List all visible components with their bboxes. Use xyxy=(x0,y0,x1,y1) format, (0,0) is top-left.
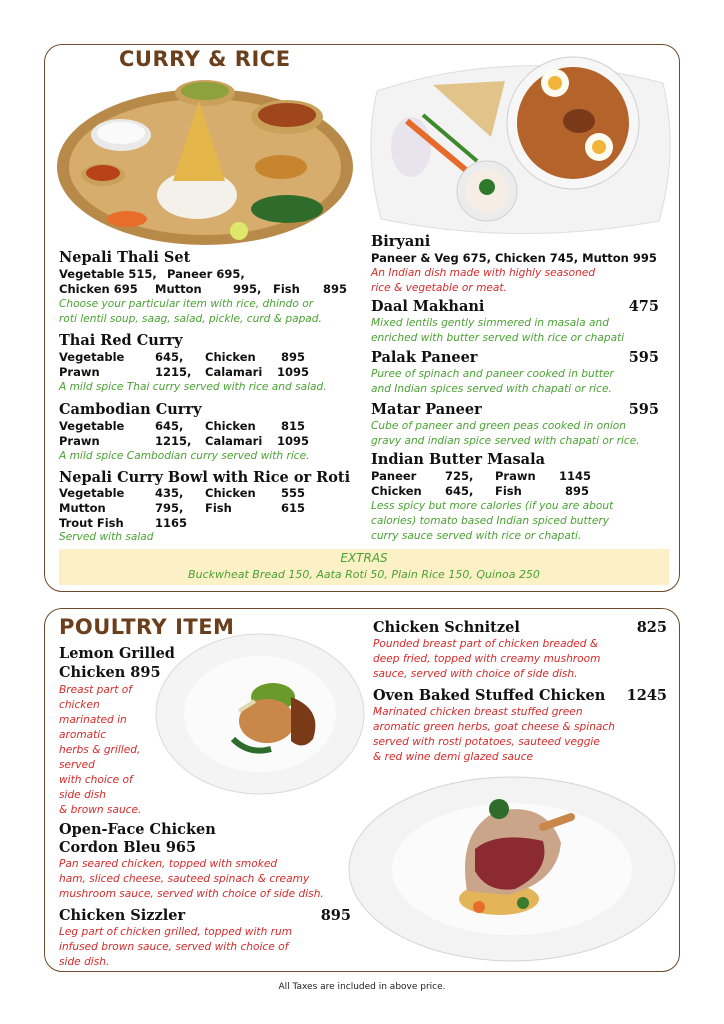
bowl-label-mutton: Mutton xyxy=(59,501,106,515)
bowl-label-fish: Fish xyxy=(205,501,232,515)
stuffed-price: 1245 xyxy=(626,687,667,704)
thali-desc-line-2: roti lentil soup, saag, salad, pickle, curd & papad. xyxy=(59,313,322,325)
stuffed-desc-line-3: served with rosti potatoes, sauteed veggie xyxy=(373,736,600,748)
poultry-panel xyxy=(44,608,680,972)
dish-biryani: Biryani xyxy=(371,233,431,250)
dish-cordon-bleu-line-2: Cordon Bleu 965 xyxy=(59,839,197,856)
bowl-price-fish: 615 xyxy=(281,501,306,515)
cambodian-price-calamari: 1095 xyxy=(277,434,310,448)
thai-prices xyxy=(59,350,359,382)
dish-lemon-grilled-chicken-line-1: Lemon Grilled xyxy=(59,645,175,662)
sizzler-desc-line-2: infused brown sauce, served with choice of xyxy=(59,941,289,953)
cambodian-price-prawn: 1215, xyxy=(155,434,192,448)
dish-thai-red-curry: Thai Red Curry xyxy=(59,332,183,349)
schnitzel-desc-line-1: Pounded breast part of chicken breaded & xyxy=(373,638,599,650)
dish-palak-paneer: Palak Paneer xyxy=(371,349,478,366)
butter-label-paneer: Paneer xyxy=(371,469,417,483)
dish-cambodian-curry: Cambodian Curry xyxy=(59,401,202,418)
biryani-desc-line-1: An Indian dish made with highly seasoned xyxy=(371,267,596,279)
curry-rice-panel xyxy=(44,44,680,592)
thai-price-prawn: 1215, xyxy=(155,365,192,379)
dish-nepali-curry-bowl: Nepali Curry Bowl with Rice or Roti xyxy=(59,469,351,486)
bowl-price-mutton: 795, xyxy=(155,501,184,515)
thali-label-fish: Fish xyxy=(273,282,300,296)
butter-price-chicken: 645, xyxy=(445,484,474,498)
thai-label-prawn: Prawn xyxy=(59,365,100,379)
lemon-desc-line-7: with choice of xyxy=(59,774,133,786)
dish-cordon-bleu-line-1: Open-Face Chicken xyxy=(59,821,216,838)
lemon-desc-line-3: marinated in xyxy=(59,714,127,726)
bowl-label-chicken: Chicken xyxy=(205,486,256,500)
cambodian-label-vegetable: Vegetable xyxy=(59,419,125,433)
dish-nepali-thali: Nepali Thali Set xyxy=(59,249,191,266)
lemon-desc-line-9: & brown sauce. xyxy=(59,804,142,816)
dish-matar-paneer: Matar Paneer xyxy=(371,401,482,418)
thali-photo xyxy=(55,71,355,247)
cordon-desc-line-1: Pan seared chicken, topped with smoked xyxy=(59,858,278,870)
butter-desc-line-1: Less spicy but more calories (if you are about xyxy=(371,500,614,512)
thai-desc: A mild spice Thai curry served with rice and salad. xyxy=(59,381,327,393)
thali-price-fish: 895 xyxy=(323,282,348,296)
butter-desc-line-2: calories) tomato based Indian spiced buttery xyxy=(371,515,609,527)
cambodian-label-chicken: Chicken xyxy=(205,419,256,433)
cambodian-prices xyxy=(59,419,359,451)
dish-oven-baked-stuffed-chicken: Oven Baked Stuffed Chicken xyxy=(373,687,606,704)
section-title-curry-rice: CURRY & RICE xyxy=(119,47,291,71)
stuffed-chicken-photo xyxy=(347,771,677,967)
lemon-chicken-photo xyxy=(153,631,367,797)
sizzler-desc-line-1: Leg part of chicken grilled, topped with rum xyxy=(59,926,293,938)
palak-desc-line-2: and Indian spices served with chapati or rice. xyxy=(371,383,612,395)
butter-desc-line-3: curry sauce served with rice or chapati. xyxy=(371,530,582,542)
thali-price-paneer: Paneer 695, xyxy=(167,267,245,281)
cambodian-label-prawn: Prawn xyxy=(59,434,100,448)
dish-lemon-grilled-chicken-line-2: Chicken 895 xyxy=(59,664,161,681)
cordon-desc-line-3: mushroom sauce, served with choice of side dish. xyxy=(59,888,324,900)
dish-indian-butter-masala: Indian Butter Masala xyxy=(371,451,545,468)
butter-label-prawn: Prawn xyxy=(495,469,536,483)
thai-label-calamari: Calamari xyxy=(205,365,263,379)
biryani-photo xyxy=(367,51,673,237)
bowl-price-vegetable: 435, xyxy=(155,486,184,500)
daal-desc-line-1: Mixed lentils gently simmered in masala and xyxy=(371,317,609,329)
daal-price: 475 xyxy=(628,298,659,315)
cambodian-label-calamari: Calamari xyxy=(205,434,263,448)
bowl-desc: Served with salad xyxy=(59,531,154,543)
palak-desc-line-1: Puree of spinach and paneer cooked in butter xyxy=(371,368,614,380)
palak-price: 595 xyxy=(628,349,659,366)
matar-desc-line-2: gravy and indian spice served with chapati or rice. xyxy=(371,435,640,447)
biryani-desc-line-2: rice & vegetable or meat. xyxy=(371,282,507,294)
thali-label-mutton: Mutton xyxy=(155,282,202,296)
lemon-desc-line-6: served xyxy=(59,759,95,771)
thali-price-mutton: 995, xyxy=(233,282,262,296)
biryani-prices: Paneer & Veg 675, Chicken 745, Mutton 995 xyxy=(371,251,657,265)
butter-label-chicken: Chicken xyxy=(371,484,422,498)
thai-label-chicken: Chicken xyxy=(205,350,256,364)
thai-price-chicken: 895 xyxy=(281,350,306,364)
dish-daal-makhani: Daal Makhani xyxy=(371,298,485,315)
dish-chicken-schnitzel: Chicken Schnitzel xyxy=(373,619,520,636)
sizzler-desc-line-3: side dish. xyxy=(59,956,110,968)
bowl-price-trout: 1165 xyxy=(155,516,188,530)
thali-price-chicken: Chicken 695 xyxy=(59,282,138,296)
bowl-label-trout: Trout Fish xyxy=(59,516,124,530)
thai-label-vegetable: Vegetable xyxy=(59,350,125,364)
extras-items: Buckwheat Bread 150, Aata Roti 50, Plain Rice 150, Quinoa 250 xyxy=(188,568,540,581)
schnitzel-price: 825 xyxy=(636,619,667,636)
thai-price-calamari: 1095 xyxy=(277,365,310,379)
thali-price-vegetable: Vegetable 515, xyxy=(59,267,157,281)
schnitzel-desc-line-3: sauce, served with choice of side dish. xyxy=(373,668,578,680)
bowl-label-vegetable: Vegetable xyxy=(59,486,125,500)
lemon-desc-line-8: side dish xyxy=(59,789,106,801)
lemon-desc-line-2: chicken xyxy=(59,699,100,711)
bowl-prices xyxy=(59,486,359,532)
lemon-desc-line-5: herbs & grilled, xyxy=(59,744,141,756)
extras-title: EXTRAS xyxy=(340,551,388,565)
sizzler-price: 895 xyxy=(320,907,351,924)
section-title-poultry: POULTRY ITEM xyxy=(59,615,235,639)
cambodian-price-chicken: 815 xyxy=(281,419,306,433)
butter-prices xyxy=(371,469,661,501)
stuffed-desc-line-1: Marinated chicken breast stuffed green xyxy=(373,706,583,718)
butter-price-paneer: 725, xyxy=(445,469,474,483)
butter-label-fish: Fish xyxy=(495,484,522,498)
lemon-desc-line-4: aromatic xyxy=(59,729,107,741)
lemon-desc-line-1: Breast part of xyxy=(59,684,132,696)
cambodian-price-vegetable: 645, xyxy=(155,419,184,433)
thali-desc-line-1: Choose your particular item with rice, dhindo or xyxy=(59,298,314,310)
stuffed-desc-line-4: & red wine demi glazed sauce xyxy=(373,751,534,763)
extras-bar xyxy=(59,549,669,585)
butter-price-fish: 895 xyxy=(565,484,590,498)
matar-price: 595 xyxy=(628,401,659,418)
cordon-desc-line-2: ham, sliced cheese, sauteed spinach & creamy xyxy=(59,873,310,885)
schnitzel-desc-line-2: deep fried, topped with creamy mushroom xyxy=(373,653,601,665)
footer-note: All Taxes are included in above price. xyxy=(278,982,446,992)
daal-desc-line-2: enriched with butter served with rice or chapati xyxy=(371,332,625,344)
dish-chicken-sizzler: Chicken Sizzler xyxy=(59,907,186,924)
matar-desc-line-1: Cube of paneer and green peas cooked in onion xyxy=(371,420,626,432)
cambodian-desc: A mild spice Cambodian curry served with rice. xyxy=(59,450,310,462)
butter-price-prawn: 1145 xyxy=(559,469,592,483)
thali-prices xyxy=(59,267,359,299)
bowl-price-chicken: 555 xyxy=(281,486,306,500)
thai-price-vegetable: 645, xyxy=(155,350,184,364)
stuffed-desc-line-2: aromatic green herbs, goat cheese & spinach xyxy=(373,721,615,733)
